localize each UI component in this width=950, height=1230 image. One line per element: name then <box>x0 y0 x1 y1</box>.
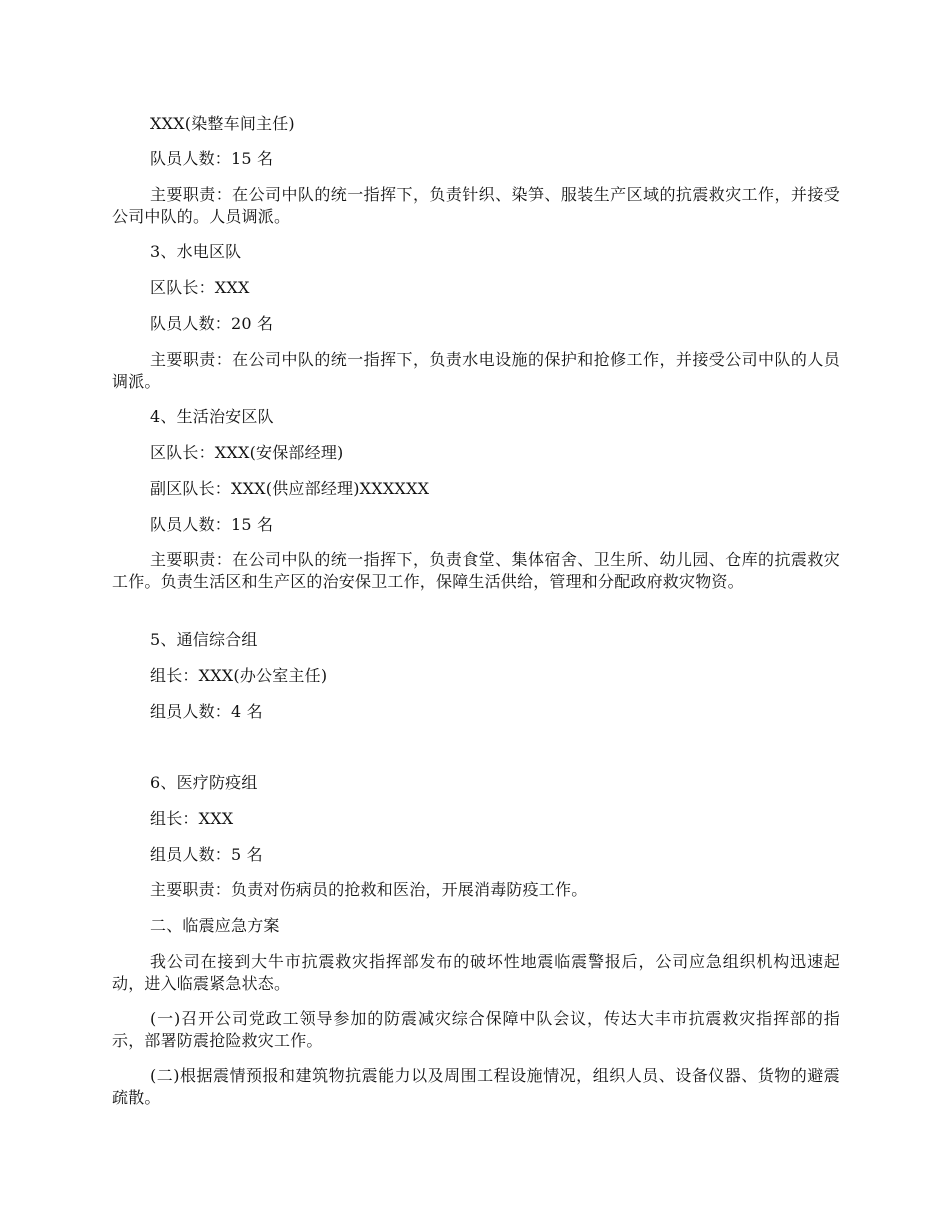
paragraph-duty: 主要职责：在公司中队的统一指挥下，负责针织、染笋、服装生产区域的抗震救灾工作，并接受公司中队的。人员调派。 <box>112 185 840 226</box>
section-heading-4: 4、生活治安区队 <box>150 407 274 426</box>
paragraph-body: (一)召开公司党政工领导参加的防震减灾综合保障中队会议，传达大丰市抗震救灾指挥部的指示，部署防震抢险救灾工作。 <box>112 1009 840 1050</box>
paragraph-group-leader: 组长：XXX <box>150 809 234 828</box>
section-heading-3: 3、水电区队 <box>150 242 242 261</box>
section-heading-6: 6、医疗防疫组 <box>150 773 258 792</box>
paragraph-member-count: 组员人数：4 名 <box>150 702 263 721</box>
paragraph-body: 我公司在接到大牛市抗震救灾指挥部发布的破坏性地震临震警报后，公司应急组织机构迅速起动，进入临震紧急状态。 <box>112 952 840 993</box>
section-heading-5: 5、通信综合组 <box>150 630 258 649</box>
paragraph-team-leader: 区队长：XXX(安保部经理) <box>150 443 344 462</box>
paragraph-member-count: 组员人数：5 名 <box>150 845 263 864</box>
section-heading-emergency-plan: 二、临震应急方案 <box>150 916 280 935</box>
paragraph-team-leader: XXX(染整车间主任) <box>150 114 295 133</box>
paragraph-body: (二)根据震情预报和建筑物抗震能力以及周围工程设施情况，组织人员、设备仪器、货物的避震疏散。 <box>112 1066 840 1107</box>
paragraph-member-count: 队员人数：20 名 <box>150 314 274 333</box>
paragraph-duty: 主要职责：在公司中队的统一指挥下，负责食堂、集体宿舍、卫生所、幼儿园、仓库的抗震救灾工作。负责生活区和生产区的治安保卫工作，保障生活供给，管理和分配政府救灾物资。 <box>112 550 840 591</box>
paragraph-duty: 主要职责：负责对伤病员的抢救和医治，开展消毒防疫工作。 <box>150 880 588 899</box>
paragraph-group-leader: 组长：XXX(办公室主任) <box>150 666 328 685</box>
paragraph-deputy-leader: 副区队长：XXX(供应部经理)XXXXXX <box>150 479 430 498</box>
paragraph-team-leader: 区队长：XXX <box>150 278 250 297</box>
paragraph-duty: 主要职责：在公司中队的统一指挥下，负责水电设施的保护和抢修工作，并接受公司中队的人员调派。 <box>112 350 840 391</box>
paragraph-member-count: 队员人数：15 名 <box>150 515 274 534</box>
paragraph-member-count: 队员人数：15 名 <box>150 149 274 168</box>
